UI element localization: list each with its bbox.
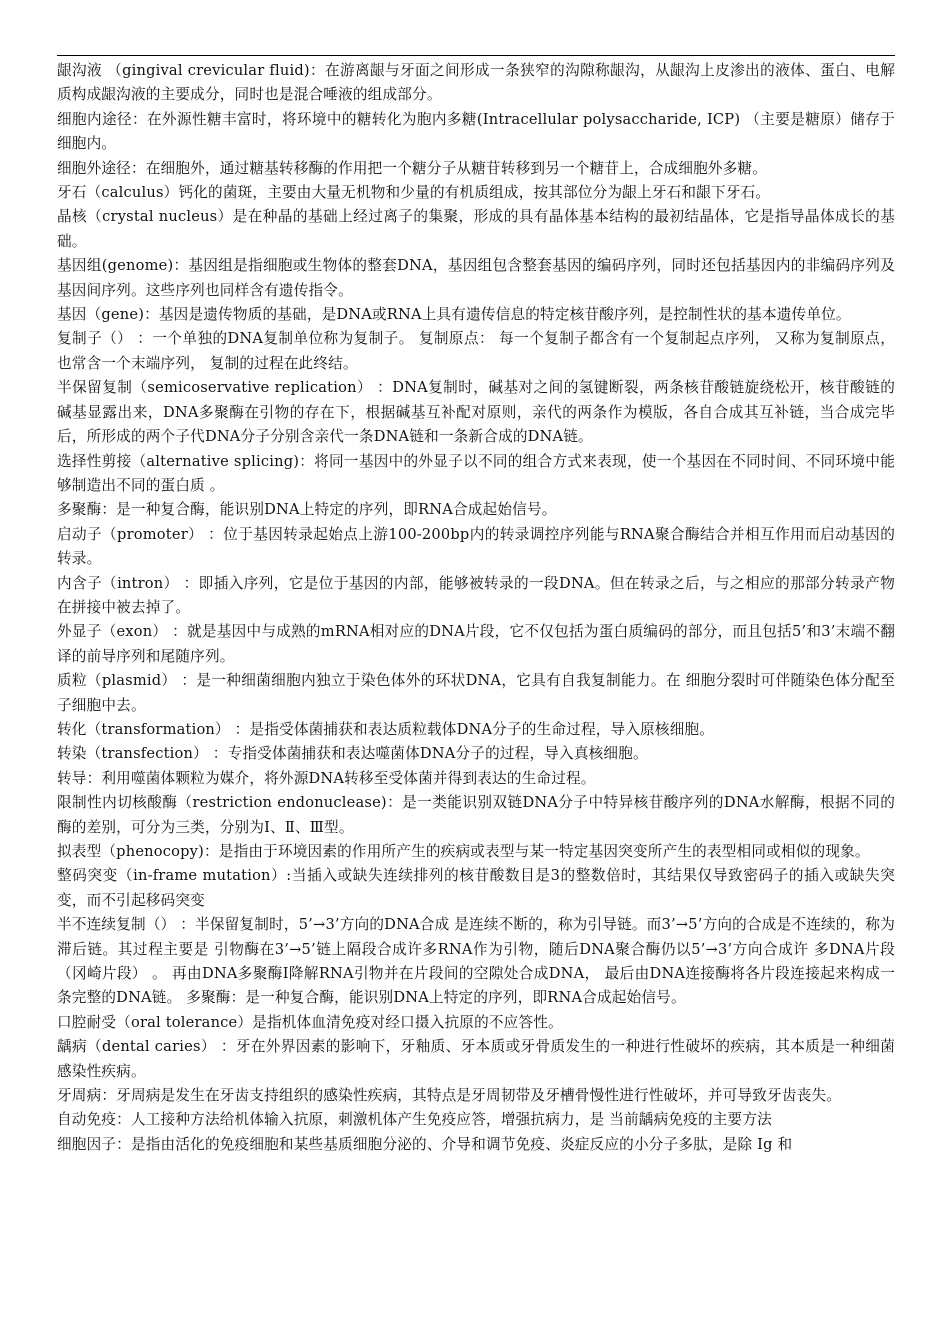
glossary-entry-oral-tolerance: 口腔耐受（oral tolerance）是指机体血清免疫对经口摄入抗原的不应答性。 bbox=[57, 1013, 563, 1031]
header-rule bbox=[57, 55, 895, 56]
glossary-entry-transduction: 转导：利用噬菌体颗粒为媒介，将外源DNA转移至受体菌并得到表达的生命过程。 bbox=[57, 769, 596, 787]
glossary-entry-intron: 内含子（intron） ：即插入序列，它是位于基因的内部，能够被转录的一段DNA。但在转录之后，与之相应的那部分转录产物在拼接中被去掉了。 bbox=[57, 574, 895, 616]
glossary-entry-semiconservative-replication: 半保留复制（semicoservative replication） ：DNA复制时，碱基对之间的氢键断裂，两条核苷酸链旋绕松开，核苷酸链的碱基显露出来，DNA多聚酶在引物的存在下，根据碱基互补配对原则，亲代的两条作为模版，各自合成其互补链，当合成完毕后，所形成的两个子代DNA分子分别含亲代一条DNA链和一条新合成的DNA链。 bbox=[57, 379, 895, 446]
glossary-entry-cytokine: 细胞因子：是指由活化的免疫细胞和某些基质细胞分泌的、介导和调节免疫、炎症反应的小分子多肽，是除 Ig 和 bbox=[57, 1135, 793, 1153]
glossary-entry-promoter: 启动子（promoter） ：位于基因转录起始点上游100-200bp内的转录调控序列能与RNA聚合酶结合并相互作用而启动基因的转录。 bbox=[57, 525, 895, 568]
glossary-entry-restriction-endonuclease: 限制性内切核酸酶（restriction endonuclease)：是一类能识别双链DNA分子中特异核苷酸序列的DNA水解酶，根据不同的酶的差别，可分为三类，分别为Ⅰ、Ⅱ、Ⅲ型。 bbox=[57, 794, 895, 836]
glossary-entry-calculus: 牙石（calculus）钙化的菌斑，主要由大量无机物和少量的有机质组成，按其部位分为龈上牙石和龈下牙石。 bbox=[57, 184, 771, 202]
glossary-entry-periodontal-disease: 牙周病：牙周病是发生在牙齿支持组织的感染性疾病，其特点是牙周韧带及牙槽骨慢性进行性破坏，并可导致牙齿丧失。 bbox=[57, 1087, 842, 1105]
glossary-entry-crystal-nucleus: 晶核（crystal nucleus）是在种晶的基础上经过离子的集聚，形成的具有晶体基本结构的最初结晶体，它是指导晶体成长的基础。 bbox=[57, 208, 895, 250]
glossary-entry-exon: 外显子（exon） ：就是基因中与成熟的mRNA相对应的DNA片段，它不仅包括为蛋白质编码的部分，而且包括5’和3’末端不翻译的前导序列和尾随序列。 bbox=[57, 623, 895, 665]
glossary-entry-transformation: 转化（transformation） ：是指受体菌捕获和表达质粒载体DNA分子的生命过程，导入原核细胞。 bbox=[57, 720, 715, 738]
glossary-entry-transfection: 转染（transfection） ：专指受体菌捕获和表达噬菌体DNA分子的过程，导入真核细胞。 bbox=[57, 745, 648, 763]
glossary-entry-active-immunization: 自动免疫：人工接种方法给机体输入抗原，刺激机体产生免疫应答，增强抗病力，是 当前龋病免疫的主要方法 bbox=[57, 1111, 772, 1129]
glossary-list bbox=[57, 59, 895, 1157]
glossary-entry-genome: 基因组(genome)：基因组是指细胞或生物体的整套DNA，基因组包含整套基因的编码序列，同时还包括基因内的非编码序列及基因间序列。这些序列也同样含有遗传指令。 bbox=[57, 257, 895, 299]
glossary-entry-extracellular-pathway: 细胞外途径：在细胞外，通过糖基转移酶的作用把一个糖分子从糖苷转移到另一个糖苷上，合成细胞外多糖。 bbox=[57, 159, 768, 177]
glossary-entry-gingival-crevicular-fluid: 龈沟液 （gingival crevicular fluid)：在游离龈与牙面之间形成一条狭窄的沟隙称龈沟，从龈沟上皮渗出的液体、蛋白、电解质构成龈沟液的主要成分，同时也是混合唾液的组成部分。 bbox=[57, 62, 895, 104]
glossary-entry-polymerase: 多聚酶：是一种复合酶，能识别DNA上特定的序列，即RNA合成起始信号。 bbox=[57, 501, 557, 519]
glossary-entry-plasmid: 质粒（plasmid） ：是一种细菌细胞内独立于染色体外的环状DNA，它具有自我复制能力。在 细胞分裂时可伴随染色体分配至子细胞中去。 bbox=[57, 672, 895, 714]
glossary-entry-intracellular-pathway: 细胞内途径：在外源性糖丰富时，将环境中的糖转化为胞内多糖(Intracellular polysaccharide, ICP) （主要是糖原）储存于细胞内。 bbox=[57, 110, 895, 153]
glossary-entry-dental-caries: 龋病（dental caries） ：牙在外界因素的影响下，牙釉质、牙本质或牙骨质发生的一种进行性破坏的疾病，其本质是一种细菌感染性疾病。 bbox=[57, 1038, 895, 1080]
glossary-entry-alternative-splicing: 选择性剪接（alternative splicing)：将同一基因中的外显子以不同的组合方式来表现，使一个基因在不同时间、不同环境中能够制造出不同的蛋白质 。 bbox=[57, 452, 895, 494]
glossary-entry-phenocopy: 拟表型（phenocopy)：是指由于环境因素的作用所产生的疾病或表型与某一特定基因突变所产生的表型相同或相似的现象。 bbox=[57, 843, 870, 860]
glossary-entry-semi-discontinuous-replication: 半不连续复制（） ：半保留复制时，5’→3’方向的DNA合成 是连续不断的，称为引导链。而3’→5’方向的合成是不连续的，称为滞后链。其过程主要是 引物酶在3’→5’链上隔段合成许多RNA作为引物，随后DNA聚合酶仍以5’→3’方向合成许 多DNA片段 （冈崎片段） 。 再由DNA多聚酶Ⅰ降解RNA引物并在片段间的空隙处合成DNA， 最后由DNA连接酶将各片段连接起来构成一条完整的DNA链。 多聚酶：是一种复合酶，能识别DNA上特定的序列，即RNA合成起始信号。 bbox=[57, 916, 895, 1007]
glossary-entry-gene: 基因（gene)：基因是遗传物质的基础，是DNA或RNA上具有遗传信息的特定核苷酸序列，是控制性状的基本遗传单位。 bbox=[57, 306, 851, 324]
glossary-entry-in-frame-mutation: 整码突变（in-frame mutation）:当插入或缺失连续排列的核苷酸数目是3的整数倍时，其结果仅导致密码子的插入或缺失突变，而不引起移码突变 bbox=[57, 867, 895, 909]
glossary-entry-replicon: 复制子（） ：一个单独的DNA复制单位称为复制子。 复制原点： 每一个复制子都含有一个复制起点序列， 又称为复制原点， 也常含一个末端序列， 复制的过程在此终结。 bbox=[57, 330, 895, 372]
